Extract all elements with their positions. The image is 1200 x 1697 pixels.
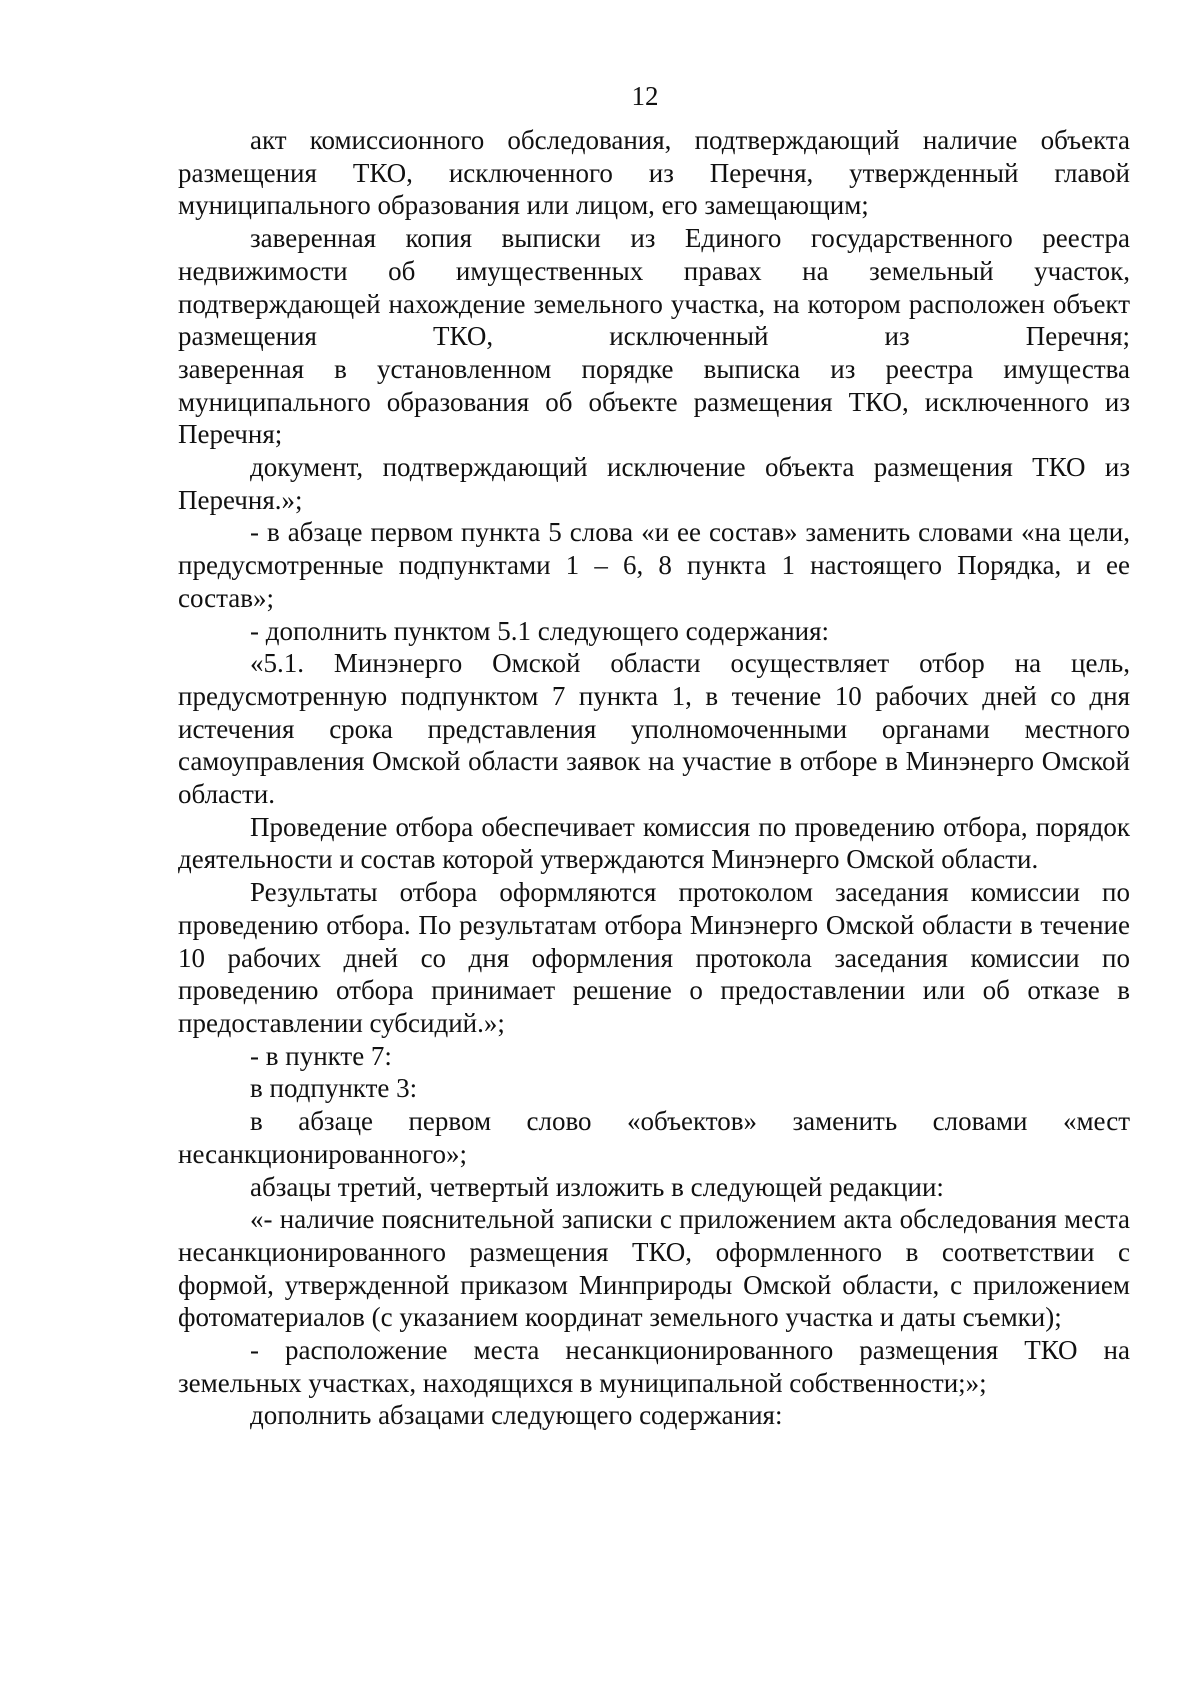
- paragraph: заверенная копия выписки из Единого государственного реестра недвижимости об имущественных правах на земельный участок, подтверждающей нахождение земельного участка, на котором расположен объект размещения ТКО, исключенный из Перечня;: [178, 223, 1130, 352]
- document-body: [178, 124, 1130, 1432]
- paragraph: - дополнить пунктом 5.1 следующего содержания:: [250, 615, 830, 646]
- paragraph: абзацы третий, четвертый изложить в следующей редакции:: [250, 1171, 944, 1202]
- paragraph: акт комиссионного обследования, подтверждающий наличие объекта размещения ТКО, исключенного из Перечня, утвержденный главой муниципального образования или лицом, его замещающим;: [178, 125, 1130, 221]
- paragraph: - в абзаце первом пункта 5 слова «и ее состав» заменить словами «на цели, предусмотренные подпунктами 1 – 6, 8 пункта 1 настоящего Порядка, и ее состав»;: [178, 517, 1130, 613]
- paragraph: - в пункте 7:: [250, 1040, 392, 1071]
- paragraph: Результаты отбора оформляются протоколом заседания комиссии по проведению отбора. По результатам отбора Минэнерго Омской области в течение 10 рабочих дней со дня оформления протокола заседания комиссии по проведению отбора принимает решение о предоставлении или об отказе в предоставлении субсидий.»;: [178, 877, 1130, 1038]
- paragraph: заверенная в установленном порядке выписка из реестра имущества муниципального образования об объекте размещения ТКО, исключенного из Перечня;: [178, 353, 1130, 450]
- paragraph: в подпункте 3:: [250, 1073, 418, 1104]
- paragraph: «- наличие пояснительной записки с приложением акта обследования места несанкционированного размещения ТКО, оформленного в соответствии с формой, утвержденной приказом Минприроды Омской области, с приложением фотоматериалов (с указанием координат земельного участка и даты съемки);: [178, 1204, 1130, 1333]
- paragraph: в абзаце первом слово «объектов» заменить словами «мест несанкционированного»;: [178, 1106, 1130, 1169]
- paragraph: - расположение места несанкционированного размещения ТКО на земельных участках, находящихся в муниципальной собственности;»;: [178, 1335, 1130, 1398]
- paragraph: документ, подтверждающий исключение объекта размещения ТКО из Перечня.»;: [178, 452, 1130, 515]
- page-number: 12: [631, 81, 659, 111]
- paragraph: Проведение отбора обеспечивает комиссия по проведению отбора, порядок деятельности и состав которой утверждаются Минэнерго Омской области.: [178, 811, 1130, 875]
- paragraph: дополнить абзацами следующего содержания:: [250, 1400, 783, 1431]
- paragraph: «5.1. Минэнерго Омской области осуществляет отбор на цель, предусмотренную подпунктом 7 пункта 1, в течение 10 рабочих дней со дня истечения срока представления уполномоченными органами местного самоуправления Омской области заявок на участие в отборе в Минэнерго Омской области.: [178, 648, 1130, 810]
